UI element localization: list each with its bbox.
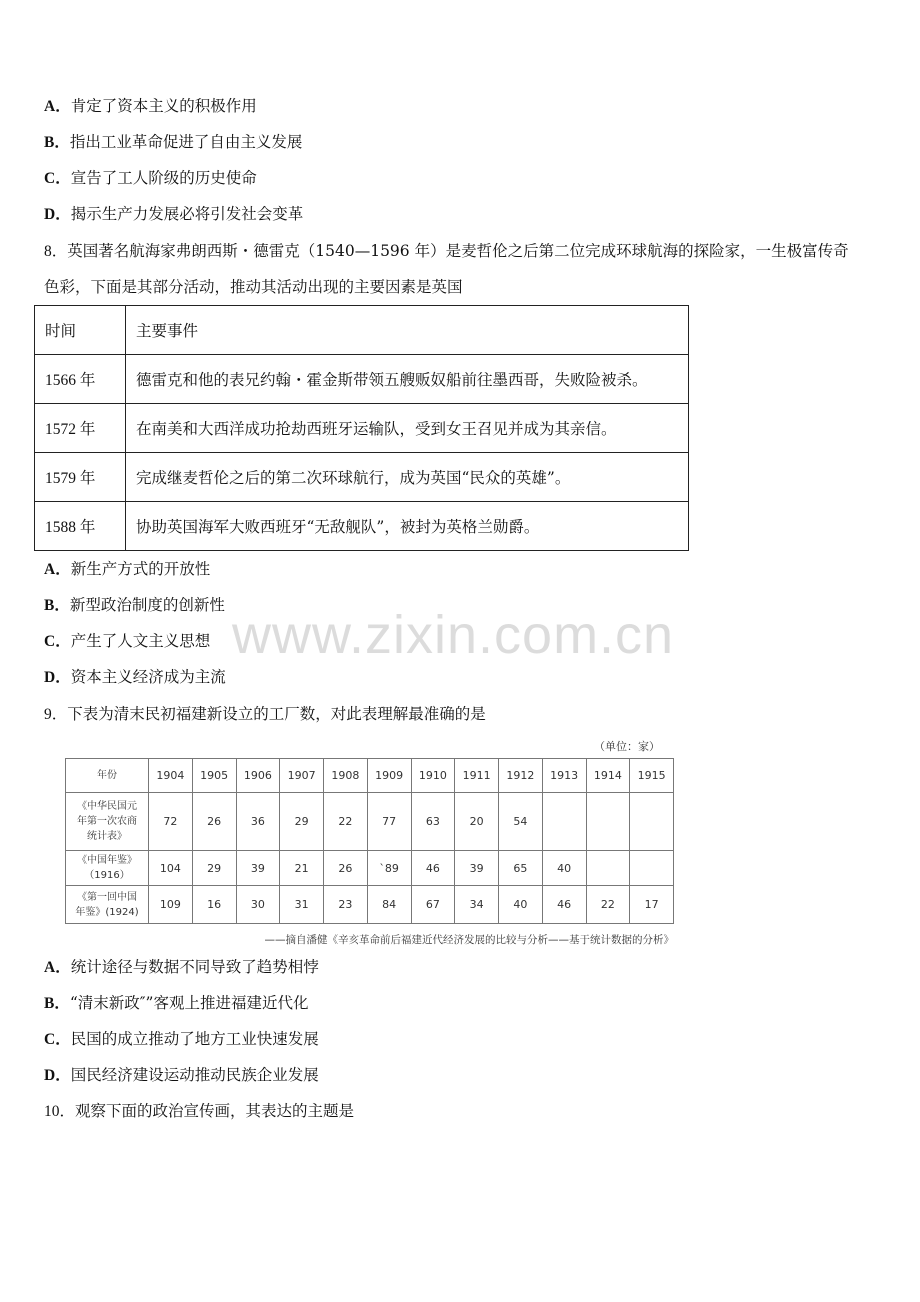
value-cell: `89 [367,851,411,886]
value-cell: 21 [280,851,324,886]
q7-option-a: A．肯定了资本主义的积极作用 [44,97,257,115]
source-cell: 《中国年鉴》 （1916） [66,851,149,886]
value-cell: 109 [149,886,193,924]
value-cell: 29 [280,793,324,851]
value-cell: 34 [455,886,499,924]
value-cell: 46 [411,851,455,886]
value-cell: 16 [192,886,236,924]
q8-stem-line1: 8．英国著名航海家弗朗西斯・德雷克（1540—1596 年）是麦哲伦之后第二位完成环球航海的探险家，一生极富传奇 [44,242,849,260]
row-year: 1579 年 [35,453,126,502]
year-cell: 1908 [324,759,368,793]
table-row [35,355,689,404]
year-cell: 1915 [630,759,674,793]
q9-option-a: A．统计途径与数据不同导致了趋势相悖 [44,958,319,976]
q8-events-table [34,305,689,551]
row-event: 协助英国海军大败西班牙“无敌舰队”，被封为英格兰勋爵。 [126,502,689,551]
value-cell [542,793,586,851]
row-year: 1572 年 [35,404,126,453]
value-cell: 36 [236,793,280,851]
year-cell: 1912 [499,759,543,793]
year-cell: 1911 [455,759,499,793]
q8-option-c: C．产生了人文主义思想 [44,632,211,650]
value-cell: 54 [499,793,543,851]
year-cell: 1904 [149,759,193,793]
value-cell: 26 [324,851,368,886]
value-cell: 29 [192,851,236,886]
value-cell [630,793,674,851]
year-cell: 1906 [236,759,280,793]
table-row [35,453,689,502]
watermark: www.zixin.com.cn [232,605,675,665]
value-cell: 77 [367,793,411,851]
q8-stem-line2: 色彩，下面是其部分活动，推动其活动出现的主要因素是英国 [44,278,463,296]
factory-row [66,793,674,851]
factory-table [65,758,674,924]
factory-row [66,851,674,886]
value-cell: 84 [367,886,411,924]
value-cell: 22 [586,886,630,924]
value-cell: 104 [149,851,193,886]
q7-option-d: D．揭示生产力发展必将引发社会变革 [44,205,304,223]
source-cell: 《中华民国元 年第一次农商 统计表》 [66,793,149,851]
row-year: 1588 年 [35,502,126,551]
q9-stem: 9．下表为清末民初福建新设立的工厂数，对此表理解最准确的是 [44,705,486,723]
value-cell: 67 [411,886,455,924]
q9-option-d: D．国民经济建设运动推动民族企业发展 [44,1066,319,1084]
year-cell: 1909 [367,759,411,793]
q10-stem: 10．观察下面的政治宣传画，其表达的主题是 [44,1102,355,1120]
year-header: 年份 [66,759,149,793]
row-event: 在南美和大西洋成功抢劫西班牙运输队，受到女王召见并成为其亲信。 [126,404,689,453]
value-cell: 46 [542,886,586,924]
year-cell: 1913 [542,759,586,793]
row-event: 德雷克和他的表兄约翰・霍金斯带领五艘贩奴船前往墨西哥，失败险被杀。 [126,355,689,404]
source-cell: 《第一回中国 年鉴》(1924) [66,886,149,924]
header-event: 主要事件 [126,306,689,355]
value-cell: 22 [324,793,368,851]
q7-option-b: B．指出工业革命促进了自由主义发展 [44,133,303,151]
value-cell: 40 [499,886,543,924]
q8-option-d: D．资本主义经济成为主流 [44,668,226,686]
value-cell: 17 [630,886,674,924]
value-cell [586,851,630,886]
source-citation: ——摘自潘健《辛亥革命前后福建近代经济发展的比较与分析——基于统计数据的分析》 [264,934,674,946]
year-cell: 1910 [411,759,455,793]
value-cell [630,851,674,886]
row-event: 完成继麦哲伦之后的第二次环球航行，成为英国“民众的英雄”。 [126,453,689,502]
q9-option-c: C．民国的成立推动了地方工业快速发展 [44,1030,319,1048]
value-cell: 63 [411,793,455,851]
value-cell: 39 [455,851,499,886]
q7-option-c: C．宣告了工人阶级的历史使命 [44,169,257,187]
q8-option-a: A．新生产方式的开放性 [44,560,211,578]
factory-header-row [66,759,674,793]
value-cell: 40 [542,851,586,886]
header-time: 时间 [35,306,126,355]
value-cell [586,793,630,851]
year-cell: 1914 [586,759,630,793]
value-cell: 39 [236,851,280,886]
year-cell: 1907 [280,759,324,793]
table-row [35,404,689,453]
value-cell: 20 [455,793,499,851]
unit-label: （单位：家） [594,740,660,753]
row-year: 1566 年 [35,355,126,404]
value-cell: 31 [280,886,324,924]
q9-option-b: B．“清末新政″”客观上推进福建近代化 [44,994,309,1012]
value-cell: 26 [192,793,236,851]
table-row [35,502,689,551]
value-cell: 23 [324,886,368,924]
value-cell: 72 [149,793,193,851]
year-cell: 1905 [192,759,236,793]
table-header-row [35,306,689,355]
value-cell: 30 [236,886,280,924]
factory-row [66,886,674,924]
value-cell: 65 [499,851,543,886]
q8-option-b: B．新型政治制度的创新性 [44,596,225,614]
